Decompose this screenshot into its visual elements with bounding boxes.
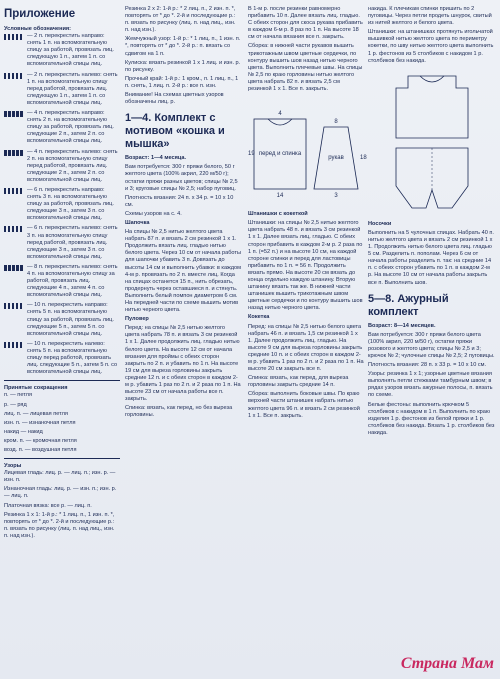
body-paragraph: Вам потребуется: 300 г пряжи белого, 50 г желтого цвета (100% акрил, 220 м/50 г); остатки пряжи разных цветов; спицы № 2,5 и 3; круговые спицы № 2,5; набор пуговиц.: [125, 164, 238, 192]
yoke-neck-shape: [420, 76, 444, 82]
sub-heading: Кокетка: [248, 314, 270, 321]
garment-diagram: [368, 68, 496, 218]
diagram-number: 19: [248, 151, 255, 158]
body-paragraph: На спицы № 2,5 нитью желтого цвета набрать 87 п. и вязать 2 см резинкой 1 x 1. Продолжить вязать лиц. гладью нитью белого цвета. Через 10 см от начала работы для шапочки убавить 3 п. Довязать до высоты 14 см и выполнить убавки: в каждом 4-м р. провязать по 2 п. вместе лиц. Когда на спицах останется 15 п., нить обрезать, продернуть через оставшиеся п. и стянуть. Выполнить белый помпон диаметром 6 см. На передней части по схеме вышить мотив нитью черного цвета.: [125, 229, 242, 314]
body-paragraph: Перед: на спицы № 2,5 нитью белого цвета набрать 46 п. и вязать 1,5 см резинкой 1 x 1. Далее продолжить лиц. гладью. На высоте 9 см для выреза горловины закрыть средние 10 п. и с обеих сторон в каждом 2-м р. убавить 1 раз по 2 п. и 2 раза по 1 п. На высоте 20 см закрыть все п.: [248, 323, 364, 373]
section-heading: 1—4. Комплект с мотивом «кошка и мышка»: [125, 112, 225, 151]
diagram-number: 8: [334, 119, 338, 126]
pattern-diagram: [248, 97, 367, 207]
legend-title: Условные обозначения:: [4, 26, 72, 32]
cross-2-left-icon: [4, 73, 24, 79]
page-title: Приложение: [4, 8, 76, 20]
abbr-item: лиц. п. — лицевая петля: [4, 410, 68, 417]
cross-6-right-icon: [4, 188, 24, 194]
yoke-outline: [396, 76, 468, 138]
abbr-item: кром. п. — кромочная петля: [4, 437, 77, 444]
sub-heading: Носочки: [368, 220, 392, 227]
sub-heading: Шапочка: [125, 219, 150, 226]
section-heading: 5—8. Ажурный комплект: [368, 292, 449, 318]
body-paragraph: Штанишки: на спицы № 2,5 нитью желтого цвета набрать 48 п. и вязать 3 см резинкой 1 x 1. Далее вязать лиц. гладью. С обеих сторон прибавить в каждом 2-м р. 2 раза по 1 п. (=52 п.) и на высоте 10 см, на каждой стороне спинки и перед для ластовицы прибавить по 1 п. = 56 п. Продолжить вязать прямо. На высоте 20 см вязать до конца отдельно каждую штанину. Вторую штанину вязать так же. В нижней части штанишек вышить трикотажным швом цветные сердечки и по контуру вышить шов назад нитью черного цвета.: [248, 220, 363, 312]
symbol-item: — 8 п. перекрестить налево: снять 4 п. на вспомогательную спицу за работой, провязать лиц. следующие 4 п., затем 4 п. со вспомогательной спицы лиц.: [4, 264, 120, 299]
symbol-item: — 4 п. перекрестить налево: снять 2 п. на вспомогательную спицу перед работой, провязать лиц. следующие 2 п., затем 2 п. со вспомогательной спицы лиц.: [4, 149, 120, 184]
diagram-label-sleeve: рукав: [328, 155, 344, 162]
neckline-shape: [268, 119, 292, 125]
divider: [4, 380, 120, 381]
body-paragraph: Вам потребуется: 300 г пряжи белого цвета (100% акрил, 220 м/50 г), остатки пряжи розового и желтого цвета; спицы № 2,5 и 3; крючок № 2; чулочные спицы № 2,5; 2 пуговицы.: [368, 331, 495, 359]
abbr-item: накид — накид: [4, 428, 43, 435]
body-paragraph: Штанишки: на штанишках протянуть игольчатой вышивкой нитью желтого цвета по периметру кокетки, по шву нитью желтого цвета выполнить 1 р. фестонов из 5 столбиков с накидом 1 р. столбиков без накида.: [368, 29, 494, 64]
intro-paragraph: Резинка 2 x 2: 1-й р.: * 2 лиц. п., 2 изн. п. *, повторять от * до *. 2-й и последующие р.: п. вязать по рисунку (лиц. п. над лиц., изн. п. над изн.).: [125, 6, 236, 34]
symbol-item: — 10 п. перекрестить направо: снять 5 п. на вспомогательную спицу за работой, провязать лиц. следующие 5 п., затем 5 п. со вспомогательной спицы лиц.: [4, 302, 120, 337]
body-paragraph: Перед: на спицы № 2,5 нитью желтого цвета набрать 78 п. и вязать 3 см резинкой 1 x 1. Далее продолжить лиц. гладью нитью белого цвета. На высоте 12 см от начала вязания для проймы с обеих сторон закрыть по 2 п. и убавить по 1 п. На высоте 19 см для выреза горловины закрыть средние 12 п. и с обеих сторон в каждом 2-м р. убавить 1 раз по 2 п. и 2 раза по 1 п. На высоте 23 см от начала работы все п. закрыть.: [125, 325, 241, 403]
body-paragraph: Сборка: выполнить боковые швы. По краю верхней части штанишек набрать нитью желтого цвета 96 п. и вязать 2 см резинкой 1 x 1. Все п. закрыть.: [248, 391, 360, 419]
abbr-item: возд. п. — воздушная петля: [4, 446, 77, 453]
intro-paragraph: Внимание! На схемах цветных узоров обозначены лиц. р.: [125, 92, 224, 106]
body-paragraph: Спинка: вязать, как перед, для выреза горловины закрыть средние 14 п.: [248, 375, 349, 389]
body-paragraph: накида. К плечикам спинки пришить по 2 пуговицы. Через петли продеть шнурок, свитый из нитей желтого и белого цвета.: [368, 6, 492, 27]
sub-heading: Штанишки с кокеткой: [248, 211, 308, 218]
abbr-item: п. — петля: [4, 392, 32, 399]
sub-heading: Пуловер: [125, 316, 149, 323]
cross-8-left-icon: [4, 265, 24, 271]
body-paragraph: В 1-м р. после резинки равномерно прибавить 10 п. Далее вязать лиц. гладью. С обеих сторон для скоса рукава прибавить в каждом 6-м р. 8 раз по 1 п. На высоте 18 см от начала вязания все п. закрыть.: [248, 6, 363, 41]
divider: [4, 458, 120, 459]
symbol-item: — 2 п. перекрестить направо: снять 1 п. на вспомогательную спицу за работой, провязать лиц. следующую 1 п., затем 1 п. со вспомогательной спицы лиц.: [4, 33, 120, 68]
cross-6-left-icon: [4, 226, 24, 232]
pattern-item: Платочная вязка: все р. — лиц. п.: [4, 502, 92, 509]
body-paragraph: Плотность вязания: 24 п. x 34 р. = 10 x 10 см.: [125, 194, 234, 208]
intro-paragraph: Кулиска: вязать резинкой 1 x 1 лиц. и изн. р. по рисунку.: [125, 59, 241, 73]
column-appendix: [4, 6, 120, 674]
body-paragraph: Схемы узоров на с. 4.: [125, 210, 182, 217]
body-paragraph: Сборка: в нижней части рукавов вышить трикотажным швом цветные сердечки, по контуру вышить шов назад нитью черного цвета. Выполнить плечевые швы. На спицы № 2,5 по краю горловины нитью желтого цвета набрать 82 п. и вязать 2,5 см резинкой 1 x 1. Все п. закрыть.: [248, 43, 363, 93]
pattern-item: Изнаночная гладь: лиц. р. — изн. п.; изн. р. — лиц. п.: [4, 486, 117, 500]
cross-4-right-icon: [4, 111, 24, 117]
body-paragraph: Узоры: резинка 1 x 1; узорные цветные вязания выполнять петли стежками тамбурным швом; в рядах узоров вязать ажурные полосы, п. вязать по схеме.: [368, 371, 493, 399]
diagram-number: 14: [276, 193, 284, 200]
body-paragraph: Белые фестоны: выполнить крючком 5 столбиков с накидом в 1 п. Выполнить по краю изделия 1 р. фестонов из белой пряжи и 1 р. столбиков без накида. Вязать 1 р. столбиков без накида.: [368, 401, 495, 436]
diagram-label-front: перед и спинка: [258, 151, 302, 158]
cross-10-left-icon: [4, 342, 24, 348]
garment-diagram-svg: [368, 68, 496, 218]
abbr-item: изн. п. — изнаночная петля: [4, 419, 76, 426]
age-line: Возраст: 1—4 месяца.: [125, 155, 187, 162]
column-set-5-8: [368, 6, 496, 674]
abbr-list: [4, 392, 120, 454]
age-line: Возраст: 8—14 месяцев.: [368, 322, 436, 329]
symbol-item: — 6 п. перекрестить направо: снять 3 п. на вспомогательную спицу за работой, провязать лиц. следующие 3 п., затем 3 п. со вспомогательной спицы лиц.: [4, 187, 120, 222]
diagram-number: 18: [360, 155, 367, 162]
symbol-item: — 10 п. перекрестить налево: снять 5 п. на вспомогательную спицу перед работой, провязать лиц. следующие 5 п., затем 5 п. со вспомогательной спицы лиц.: [4, 341, 120, 376]
symbol-list: [4, 33, 120, 376]
intro-paragraph: Жемчужный узор: 1-й р.: * 1 лиц. п., 1 изн. п. *, повторять от * до *. 2-й р.: п. вязать со сдвигом на 1 п.: [125, 36, 241, 57]
symbol-item: — 2 п. перекрестить налево: снять 1 п. на вспомогательную спицу перед работой, провязать лиц. следующую 1 п., затем 1 п. со вспомогательной спицы лиц.: [4, 72, 120, 107]
body-paragraph: Выполнить на 5 чулочных спицах. Набрать 40 п. нитью желтого цвета и вязать 2 см резинкой 1 x 1. Продолжить нитью белого цвета лиц. гладью 5 см. Разделить п. пополам. Через 6 см от начала работы разделить п. так: на средние 14 п. с обеих сторон убавить по 1 п. в каждом 2-м р. На высоте 10 см от начала работы закрыть все п. Выполнить шов.: [368, 229, 494, 286]
pattern-item: Лицевая гладь: лиц. р. — лиц. п.; изн. р. — изн. п.: [4, 470, 116, 484]
pattern-item: Резинка 1 x 1: 1-й р.: * 1 лиц. п., 1 изн. п. *, повторять от * до *. 2-й и последующие р.: п. вязать по рисунку (лиц. п. над лиц., изн. п. над изн.).: [4, 511, 115, 539]
abbr-title: Принятые сокращения: [4, 385, 68, 392]
column-set-1-4: [125, 6, 241, 674]
intro-paragraph: Прочный край: 1-й р.: 1 кром., п. 1 лиц. п., 1 п. снять, 1 лиц. п. 2-й р.: все п. изн.: [125, 75, 239, 89]
cross-4-left-icon: [4, 150, 24, 156]
symbol-item: — 6 п. перекрестить налево: снять 3 п. на вспомогательную спицу перед работой, провязать лиц. следующие 3 п., затем 3 п. со вспомогательной спицы лиц.: [4, 225, 120, 260]
diagram-number: 4: [278, 111, 282, 118]
cross-2-right-icon: [4, 34, 24, 40]
patterns-title: Узоры: [4, 463, 22, 470]
abbr-item: р. — ряд: [4, 401, 27, 408]
cross-10-right-icon: [4, 303, 24, 309]
symbol-item: — 4 п. перекрестить направо: снять 2 п. на вспомогательную спицу за работой, провязать лиц. следующие 2 п., затем 2 п. со вспомогательной спицы лиц.: [4, 110, 120, 145]
diagram-number: 3: [334, 193, 338, 200]
body-paragraph: Плотность вязания: 28 п. x 33 р. = 10 x 10 см.: [368, 362, 487, 369]
body-paragraph: Спинка: вязать, как перед, но без выреза горловины.: [125, 405, 233, 419]
site-watermark: Страна Мам: [400, 655, 494, 672]
column-pattern-pieces: [248, 6, 367, 674]
pattern-diagram-svg: [248, 97, 367, 207]
